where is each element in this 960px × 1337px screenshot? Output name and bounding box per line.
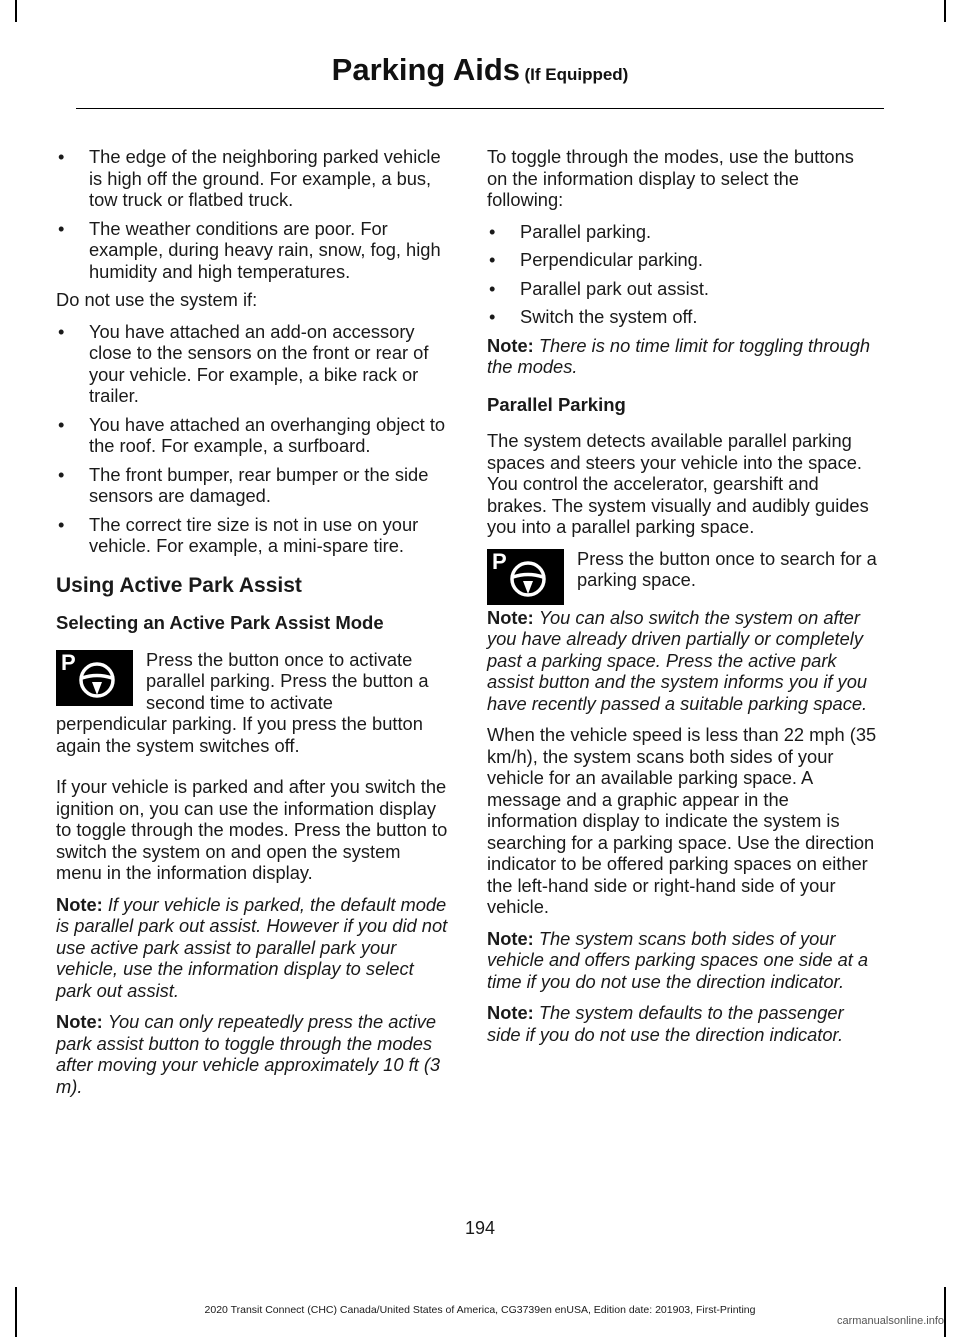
page-number: 194 [464, 1218, 496, 1238]
page-title: Parking Aids [331, 52, 521, 87]
bullet-dot: • [489, 306, 496, 327]
paragraph: When the vehicle speed is less than 22 mph (35 km/h), the system scans both sides of your vehicle for an available parking space. A message and a graphic appear in the information display to indicate the system is searching for a parking space. Use the direction indicator to be offered parking spaces on either the left-hand side or right-hand side of your vehicle. [487, 724, 877, 917]
note: Note: You can only repeatedly press the active park assist button to toggle through the modes after moving your vehicle approximately 10 ft (3 m). [56, 1011, 441, 1097]
park-assist-steering-wheel-icon: P [56, 650, 133, 706]
bullet-dot: • [489, 249, 496, 270]
left-column [56, 146, 448, 1107]
list-item: • You have attached an overhanging object to the roof. For example, a surfboard. [58, 413, 446, 456]
note: Note: There is no time limit for toggling through the modes. [487, 334, 871, 377]
subsection-heading: Parallel Parking [487, 393, 626, 415]
paragraph: Do not use the system if: [56, 289, 258, 310]
list-item: • Parallel park out assist. [489, 277, 709, 299]
bullet-dot: • [489, 220, 496, 242]
park-assist-steering-wheel-icon: P [487, 549, 564, 605]
bullet-dot: • [58, 217, 65, 239]
bullet-dot: • [58, 413, 65, 435]
list-item: • The weather conditions are poor. For example, during heavy rain, snow, fog, high humidity and high temperatures. [58, 217, 441, 282]
bullet-dot: • [58, 513, 65, 535]
bullet-dot: • [58, 320, 65, 342]
list-item: • The front bumper, rear bumper or the side sensors are damaged. [58, 463, 429, 506]
bullet-dot: • [489, 277, 496, 299]
paragraph: The system detects available parallel parking spaces and steers your vehicle into the space. You control the accelerator, gearshift and brakes. The system visually and audibly guides you into a parallel parking space. [487, 430, 869, 537]
list-item: • You have attached an add-on accessory close to the sensors on the front or rear of your vehicle. For example, a bike rack or trailer. [58, 320, 429, 406]
list-item: • Parallel parking. [489, 220, 652, 242]
bullet-dot: • [58, 463, 65, 485]
icon-paragraph: P Press the button once to search for a parking space. [487, 548, 879, 591]
note: Note: If your vehicle is parked, the default mode is parallel park out assist. However if you did not use active park assist to parallel park your vehicle, use the information display to select park out assist. [56, 893, 448, 1001]
list-item: • Switch the system off. [489, 306, 698, 327]
right-column [487, 146, 879, 1055]
list-item: • The correct tire size is not in use on your vehicle. For example, a mini-spare tire. [58, 513, 419, 556]
section-heading: Using Active Park Assist [56, 573, 302, 597]
subsection-heading: Selecting an Active Park Assist Mode [56, 612, 384, 633]
crop-mark-top-right [944, 0, 946, 22]
note: Note: You can also switch the system on after you have already driven partially or completely past a parking space. Press the active park assist button and the system informs you if you have recently passed a suitable parking space. [487, 606, 868, 714]
list-item: • Perpendicular parking. [489, 249, 703, 270]
steering-wheel-icon [77, 660, 117, 700]
bullet-dot: • [58, 146, 65, 167]
icon-paragraph: P Press the button once to activate parallel parking. Press the button a second time to activate perpendicular parking. If you press the button again the system switches off. [56, 648, 429, 756]
paragraph: To toggle through the modes, use the buttons on the information display to select the following: [487, 146, 854, 210]
page-header [76, 52, 884, 109]
list-item: • The edge of the neighboring parked vehicle is high off the ground. For example, a bus, tow truck or flatbed truck. [58, 146, 441, 210]
note: Note: The system defaults to the passenger side if you do not use the direction indicator. [487, 1002, 844, 1045]
page-title-qualifier: (If Equipped) [524, 65, 629, 84]
steering-wheel-icon [508, 559, 548, 599]
paragraph: If your vehicle is parked and after you switch the ignition on, you can use the information display to toggle through the modes. Press the button to switch the system on and open the system menu in the information display. [56, 776, 448, 883]
watermark-text: carmanualsonline.info [836, 1315, 944, 1327]
note: Note: The system scans both sides of your vehicle and offers parking spaces one side at a time if you do not use the direction indicator. [487, 927, 869, 992]
page-footer: 2020 Transit Connect (CHC) Canada/United States of America, CG3739en enUSA, Edition date: 201903, First-Printing [204, 1304, 756, 1316]
crop-mark-top-left [15, 0, 17, 22]
